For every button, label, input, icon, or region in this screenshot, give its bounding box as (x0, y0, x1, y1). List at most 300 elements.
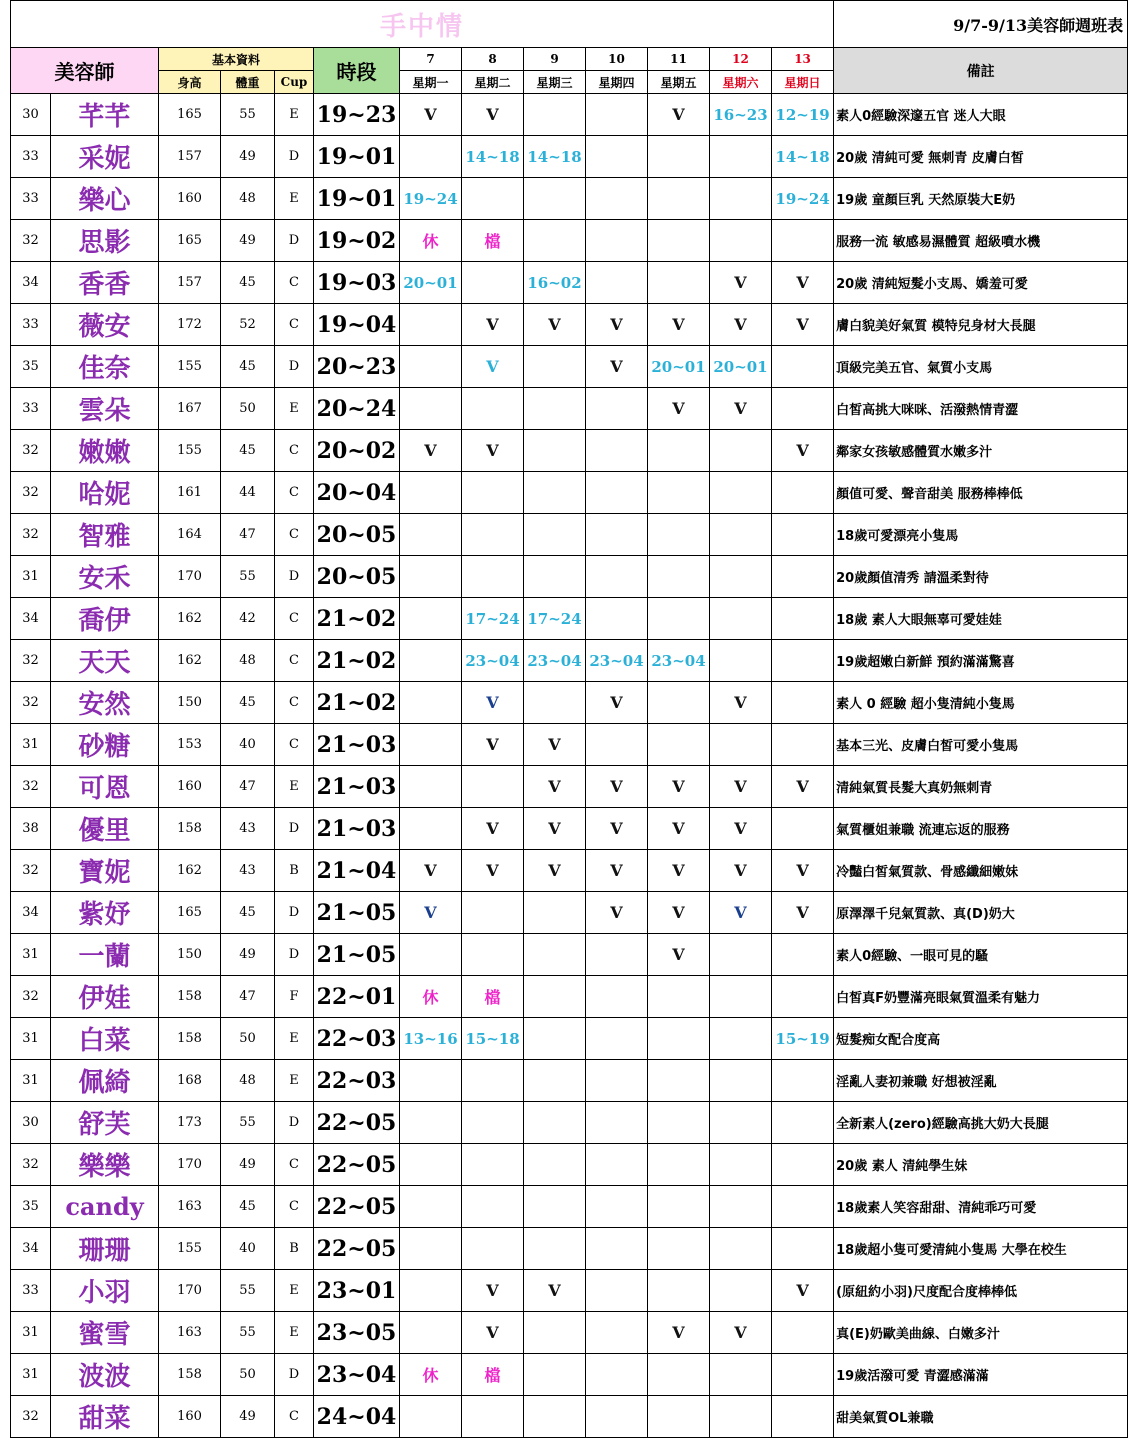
schedule-mark: 20~01 (403, 274, 458, 292)
day-number: 7 (400, 48, 462, 71)
schedule-row (11, 766, 1128, 808)
schedule-mark: V (734, 399, 747, 418)
schedule-mark: V (796, 861, 809, 880)
age-cell: 38 (11, 808, 51, 850)
day-cell (648, 598, 710, 640)
schedule-mark: 16~02 (527, 274, 582, 292)
age-cell: 32 (11, 220, 51, 262)
therapist-name: 蜜雪 (51, 1312, 159, 1354)
age-cell: 34 (11, 262, 51, 304)
day-cell (772, 850, 834, 892)
weight-cell: 45 (221, 682, 275, 724)
cup-cell: C (275, 1186, 314, 1228)
day-cell (400, 1228, 462, 1270)
weight-header: 體重 (221, 71, 275, 94)
schedule-mark: V (486, 693, 499, 712)
age-cell: 35 (11, 1186, 51, 1228)
height-cell: 162 (159, 598, 221, 640)
day-cell (772, 1186, 834, 1228)
day-cell (462, 1396, 524, 1438)
age-cell: 33 (11, 136, 51, 178)
time-slot-cell: 22~05 (314, 1228, 400, 1270)
schedule-mark: V (548, 315, 561, 334)
schedule-row (11, 640, 1128, 682)
day-cell (462, 430, 524, 472)
age-cell: 33 (11, 304, 51, 346)
schedule-mark: V (672, 819, 685, 838)
note-cell: 膚白貌美好氣質 模特兒身材大長腿 (834, 304, 1128, 346)
therapist-name: 佩綺 (51, 1060, 159, 1102)
note-cell: 素人 0 經驗 超小隻清純小隻馬 (834, 682, 1128, 724)
therapist-name: 舒芙 (51, 1102, 159, 1144)
day-cell (586, 976, 648, 1018)
day-cell (586, 136, 648, 178)
day-cell (524, 1312, 586, 1354)
day-cell (400, 304, 462, 346)
time-slot-cell: 21~03 (314, 766, 400, 808)
age-cell: 32 (11, 850, 51, 892)
day-cell (648, 1186, 710, 1228)
time-slot-header: 時段 (314, 48, 400, 94)
time-slot-cell: 21~02 (314, 682, 400, 724)
schedule-mark: V (672, 315, 685, 334)
schedule-row (11, 1018, 1128, 1060)
note-cell: 顏值可愛、聲音甜美 服務棒棒低 (834, 472, 1128, 514)
note-cell: 素人0經驗、一眼可見的騷 (834, 934, 1128, 976)
schedule-mark: 15~19 (775, 1030, 830, 1048)
day-cell (586, 1270, 648, 1312)
schedule-mark: V (796, 1281, 809, 1300)
therapist-name: 小羽 (51, 1270, 159, 1312)
day-cell (772, 304, 834, 346)
time-slot-cell: 20~05 (314, 514, 400, 556)
day-cell (710, 766, 772, 808)
therapist-name: 砂糖 (51, 724, 159, 766)
schedule-mark: V (672, 777, 685, 796)
weekday-label: 星期日 (772, 71, 834, 94)
therapist-name: 可恩 (51, 766, 159, 808)
day-cell (710, 1270, 772, 1312)
age-cell: 32 (11, 514, 51, 556)
weight-cell: 43 (221, 808, 275, 850)
day-number: 11 (648, 48, 710, 71)
weekday-label: 星期四 (586, 71, 648, 94)
weight-cell: 49 (221, 1396, 275, 1438)
weight-cell: 45 (221, 346, 275, 388)
day-cell (586, 1396, 648, 1438)
therapist-name: 優里 (51, 808, 159, 850)
day-cell (772, 1060, 834, 1102)
weight-cell: 49 (221, 934, 275, 976)
day-cell (462, 766, 524, 808)
day-cell (524, 556, 586, 598)
day-cell (586, 1060, 648, 1102)
note-cell: 白皙高挑大咪咪、活潑熱情青澀 (834, 388, 1128, 430)
day-cell (710, 346, 772, 388)
day-cell (710, 178, 772, 220)
time-slot-cell: 20~02 (314, 430, 400, 472)
day-cell (524, 304, 586, 346)
schedule-row (11, 514, 1128, 556)
therapist-name: 甜菜 (51, 1396, 159, 1438)
day-cell (648, 1018, 710, 1060)
day-cell (524, 724, 586, 766)
cup-cell: D (275, 220, 314, 262)
schedule-mark: 14~18 (465, 148, 520, 166)
therapist-name: 佳奈 (51, 346, 159, 388)
age-cell: 34 (11, 598, 51, 640)
day-cell (586, 94, 648, 136)
therapist-name: 哈妮 (51, 472, 159, 514)
schedule-mark: 17~24 (527, 610, 582, 628)
day-cell (400, 388, 462, 430)
day-cell (524, 430, 586, 472)
height-cell: 170 (159, 556, 221, 598)
schedule-mark: 休 (422, 232, 439, 251)
age-cell: 32 (11, 430, 51, 472)
therapist-name: 一蘭 (51, 934, 159, 976)
weekday-label: 星期二 (462, 71, 524, 94)
day-cell (772, 1354, 834, 1396)
therapist-name: 珊珊 (51, 1228, 159, 1270)
schedule-mark: V (734, 819, 747, 838)
age-cell: 31 (11, 934, 51, 976)
weight-cell: 45 (221, 1186, 275, 1228)
day-cell (462, 304, 524, 346)
schedule-mark: V (734, 273, 747, 292)
day-cell (648, 724, 710, 766)
day-cell (772, 1270, 834, 1312)
schedule-mark: V (610, 819, 623, 838)
day-cell (586, 556, 648, 598)
cup-cell: F (275, 976, 314, 1018)
day-cell (648, 976, 710, 1018)
day-cell (462, 682, 524, 724)
schedule-mark: V (734, 1323, 747, 1342)
schedule-row (11, 976, 1128, 1018)
note-cell: 氣質櫃姐兼職 流連忘返的服務 (834, 808, 1128, 850)
day-cell (772, 892, 834, 934)
weekday-label: 星期一 (400, 71, 462, 94)
weight-cell: 55 (221, 556, 275, 598)
schedule-mark: V (548, 777, 561, 796)
day-cell (462, 808, 524, 850)
day-cell (462, 346, 524, 388)
weekday-label: 星期三 (524, 71, 586, 94)
schedule-mark: V (734, 861, 747, 880)
weight-cell: 52 (221, 304, 275, 346)
height-cell: 155 (159, 430, 221, 472)
note-cell: 白皙真F奶豐滿亮眼氣質溫柔有魅力 (834, 976, 1128, 1018)
schedule-mark: 17~24 (465, 610, 520, 628)
weight-cell: 50 (221, 388, 275, 430)
height-cell: 163 (159, 1186, 221, 1228)
weight-cell: 49 (221, 220, 275, 262)
schedule-mark: 23~04 (465, 652, 520, 670)
age-cell: 32 (11, 1144, 51, 1186)
notes-header: 備註 (834, 48, 1128, 94)
age-cell: 31 (11, 1354, 51, 1396)
cup-cell: C (275, 304, 314, 346)
schedule-mark: 19~24 (775, 190, 830, 208)
age-cell: 32 (11, 682, 51, 724)
weekday-label: 星期六 (710, 71, 772, 94)
height-cell: 163 (159, 1312, 221, 1354)
day-cell (400, 892, 462, 934)
therapist-header: 美容師 (11, 48, 159, 94)
day-cell (400, 1144, 462, 1186)
day-cell (648, 1060, 710, 1102)
schedule-mark: V (672, 1323, 685, 1342)
therapist-name: 安然 (51, 682, 159, 724)
day-cell (710, 514, 772, 556)
schedule-mark: V (424, 441, 437, 460)
day-cell (586, 262, 648, 304)
day-cell (772, 976, 834, 1018)
day-cell (524, 1060, 586, 1102)
therapist-name: 寶妮 (51, 850, 159, 892)
day-cell (772, 136, 834, 178)
cup-header: Cup (275, 71, 314, 94)
day-cell (772, 472, 834, 514)
note-cell: 冷豔白皙氣質款、骨感纖細嫩妹 (834, 850, 1128, 892)
day-cell (772, 94, 834, 136)
note-cell: 鄰家女孩敏感體質水嫩多汁 (834, 430, 1128, 472)
day-cell (524, 598, 586, 640)
cup-cell: C (275, 682, 314, 724)
day-cell (586, 682, 648, 724)
schedule-mark: 13~16 (403, 1030, 458, 1048)
schedule-mark: V (486, 735, 499, 754)
cup-cell: E (275, 94, 314, 136)
day-cell (648, 1312, 710, 1354)
weight-cell: 47 (221, 514, 275, 556)
age-cell: 34 (11, 892, 51, 934)
schedule-mark: V (796, 777, 809, 796)
day-cell (462, 220, 524, 262)
day-cell (648, 220, 710, 262)
weight-cell: 47 (221, 976, 275, 1018)
day-cell (586, 304, 648, 346)
schedule-mark: V (486, 357, 499, 376)
schedule-mark: 23~04 (589, 652, 644, 670)
day-cell (648, 808, 710, 850)
day-cell (710, 640, 772, 682)
schedule-row (11, 808, 1128, 850)
time-slot-cell: 19~04 (314, 304, 400, 346)
schedule-mark: V (796, 441, 809, 460)
schedule-row (11, 1396, 1128, 1438)
day-cell (462, 1186, 524, 1228)
therapist-name: 樂心 (51, 178, 159, 220)
day-cell (772, 766, 834, 808)
day-cell (710, 94, 772, 136)
day-cell (524, 640, 586, 682)
day-cell (772, 178, 834, 220)
day-cell (462, 1312, 524, 1354)
day-cell (400, 1354, 462, 1396)
basic-info-header: 基本資料 (159, 48, 314, 71)
therapist-name: 薇安 (51, 304, 159, 346)
day-cell (648, 1270, 710, 1312)
day-cell (586, 514, 648, 556)
therapist-name: 喬伊 (51, 598, 159, 640)
time-slot-cell: 22~05 (314, 1144, 400, 1186)
schedule-mark: 休 (422, 1366, 439, 1385)
day-cell (400, 136, 462, 178)
cup-cell: C (275, 598, 314, 640)
time-slot-cell: 21~04 (314, 850, 400, 892)
weight-cell: 43 (221, 850, 275, 892)
day-cell (400, 934, 462, 976)
note-cell: 18歲超小隻可愛清純小隻馬 大學在校生 (834, 1228, 1128, 1270)
day-cell (586, 1228, 648, 1270)
schedule-body (11, 94, 1128, 1438)
note-cell: 短髮痴女配合度高 (834, 1018, 1128, 1060)
day-cell (648, 472, 710, 514)
note-cell: 20歲 清純可愛 無刺青 皮膚白皙 (834, 136, 1128, 178)
age-cell: 32 (11, 766, 51, 808)
weight-cell: 49 (221, 1144, 275, 1186)
day-cell (524, 388, 586, 430)
day-cell (524, 1102, 586, 1144)
day-cell (772, 598, 834, 640)
note-cell: 全新素人(zero)經驗高挑大奶大長腿 (834, 1102, 1128, 1144)
therapist-name: candy (51, 1186, 159, 1228)
day-cell (710, 682, 772, 724)
age-cell: 33 (11, 1270, 51, 1312)
day-cell (462, 934, 524, 976)
weight-cell: 44 (221, 472, 275, 514)
height-cell: 160 (159, 766, 221, 808)
day-cell (586, 388, 648, 430)
time-slot-cell: 22~03 (314, 1018, 400, 1060)
note-cell: 18歲素人笑容甜甜、清純乖巧可愛 (834, 1186, 1128, 1228)
day-cell (648, 388, 710, 430)
day-cell (772, 1312, 834, 1354)
day-cell (710, 892, 772, 934)
day-cell (462, 262, 524, 304)
brand-title: 手中情 (11, 1, 834, 48)
schedule-mark: V (486, 105, 499, 124)
day-cell (400, 1186, 462, 1228)
height-cell: 157 (159, 262, 221, 304)
cup-cell: D (275, 1354, 314, 1396)
schedule-row (11, 388, 1128, 430)
therapist-name: 樂樂 (51, 1144, 159, 1186)
day-cell (400, 598, 462, 640)
title-row (11, 1, 1128, 48)
schedule-mark: V (734, 315, 747, 334)
day-cell (772, 640, 834, 682)
note-cell: 20歲 素人 清純學生妹 (834, 1144, 1128, 1186)
day-cell (400, 178, 462, 220)
day-cell (648, 766, 710, 808)
day-cell (772, 934, 834, 976)
height-cell: 172 (159, 304, 221, 346)
day-cell (710, 1312, 772, 1354)
day-cell (710, 556, 772, 598)
day-cell (586, 472, 648, 514)
age-cell: 32 (11, 640, 51, 682)
time-slot-cell: 21~02 (314, 598, 400, 640)
cup-cell: D (275, 556, 314, 598)
note-cell: 服務一流 敏感易濕體質 超級噴水機 (834, 220, 1128, 262)
schedule-row (11, 262, 1128, 304)
day-number: 12 (710, 48, 772, 71)
day-cell (586, 1018, 648, 1060)
height-cell: 170 (159, 1270, 221, 1312)
day-cell (710, 1228, 772, 1270)
day-cell (524, 220, 586, 262)
day-cell (462, 388, 524, 430)
day-cell (710, 136, 772, 178)
day-cell (586, 220, 648, 262)
cup-cell: B (275, 850, 314, 892)
day-cell (772, 1228, 834, 1270)
day-cell (400, 640, 462, 682)
day-cell (648, 1396, 710, 1438)
height-cell: 158 (159, 1354, 221, 1396)
schedule-mark: V (610, 693, 623, 712)
schedule-mark: V (672, 861, 685, 880)
day-cell (648, 640, 710, 682)
schedule-mark: 檔 (484, 988, 501, 1007)
age-cell: 35 (11, 346, 51, 388)
day-cell (462, 556, 524, 598)
day-cell (710, 850, 772, 892)
age-cell: 33 (11, 388, 51, 430)
schedule-mark: 檔 (484, 232, 501, 251)
weight-cell: 49 (221, 136, 275, 178)
schedule-mark: V (610, 903, 623, 922)
note-cell: 19歲活潑可愛 青澀感滿滿 (834, 1354, 1128, 1396)
day-cell (648, 1144, 710, 1186)
day-cell (400, 808, 462, 850)
day-cell (586, 430, 648, 472)
height-cell: 170 (159, 1144, 221, 1186)
time-slot-cell: 21~05 (314, 934, 400, 976)
therapist-name: 紫妤 (51, 892, 159, 934)
day-cell (400, 766, 462, 808)
cup-cell: C (275, 514, 314, 556)
time-slot-cell: 23~01 (314, 1270, 400, 1312)
day-cell (462, 1018, 524, 1060)
day-cell (648, 934, 710, 976)
day-cell (524, 136, 586, 178)
schedule-mark: V (424, 861, 437, 880)
schedule-row (11, 892, 1128, 934)
day-cell (586, 808, 648, 850)
schedule-mark: V (486, 819, 499, 838)
day-cell (524, 262, 586, 304)
therapist-name: 天天 (51, 640, 159, 682)
day-cell (462, 724, 524, 766)
day-cell (772, 556, 834, 598)
time-slot-cell: 20~05 (314, 556, 400, 598)
note-cell: (原紐約小羽)尺度配合度棒棒低 (834, 1270, 1128, 1312)
time-slot-cell: 23~04 (314, 1354, 400, 1396)
day-cell (648, 850, 710, 892)
day-cell (648, 430, 710, 472)
note-cell: 真(E)奶歐美曲線、白嫩多汁 (834, 1312, 1128, 1354)
day-cell (400, 682, 462, 724)
day-cell (772, 220, 834, 262)
weight-cell: 50 (221, 1354, 275, 1396)
age-cell: 31 (11, 1060, 51, 1102)
weight-cell: 48 (221, 1060, 275, 1102)
height-cell: 161 (159, 472, 221, 514)
